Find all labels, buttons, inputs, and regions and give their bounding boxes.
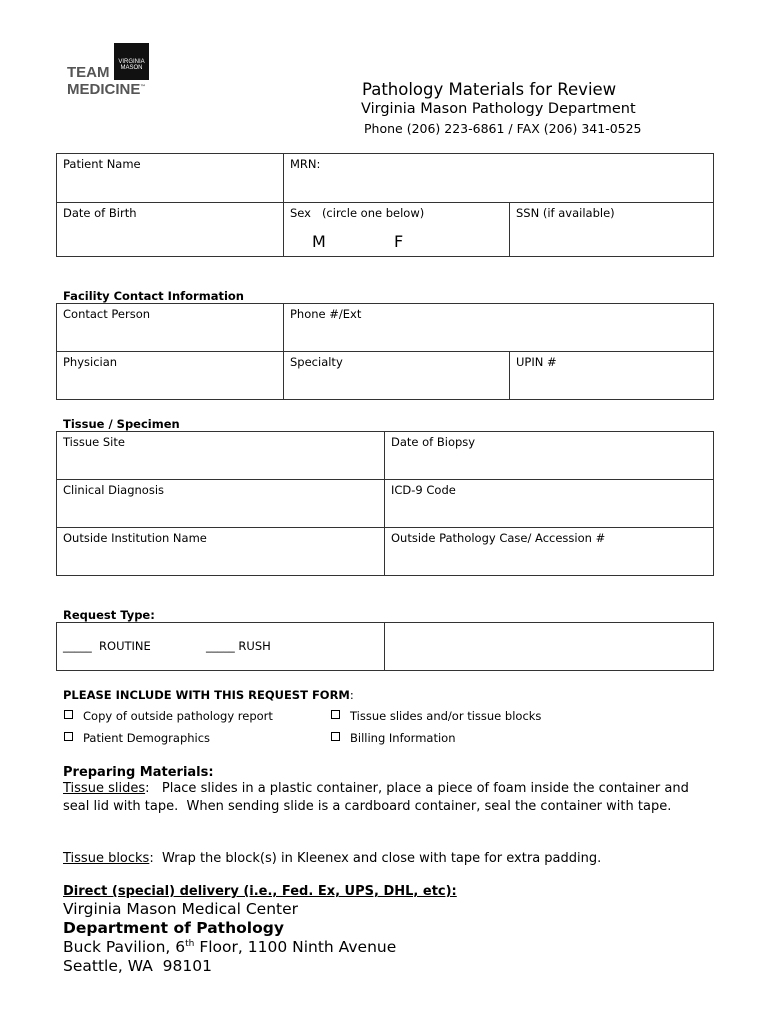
- address-line-4: Seattle, WA 98101: [63, 957, 212, 975]
- virginia-mason-logo-box: [114, 43, 149, 80]
- contact-person-field[interactable]: [57, 304, 284, 352]
- request-type-blank-field[interactable]: [385, 623, 714, 671]
- department-name: Virginia Mason Pathology Department: [361, 101, 636, 117]
- include-item-demographics[interactable]: [64, 731, 210, 745]
- tissue-blocks-label: Tissue blocks: [63, 851, 150, 866]
- tissue-slides-label: Tissue slides: [63, 781, 146, 796]
- tissue-blocks-instructions: [63, 850, 713, 868]
- mrn-label: MRN:: [290, 157, 321, 171]
- contact-person-label: Contact Person: [63, 307, 151, 321]
- outside-institution-field[interactable]: [57, 528, 385, 576]
- include-title: [63, 688, 354, 702]
- sex-options: [290, 232, 503, 251]
- tissue-site-field[interactable]: [57, 432, 385, 480]
- address-line-2: Department of Pathology: [63, 919, 284, 937]
- include-item-label: Billing Information: [350, 731, 456, 745]
- accession-number-field[interactable]: [385, 528, 714, 576]
- delivery-title: Direct (special) delivery (i.e., Fed. Ex, UPS, DHL, etc):: [63, 884, 457, 899]
- include-item-label: Tissue slides and/or tissue blocks: [350, 709, 542, 723]
- preparing-materials-title: Preparing Materials:: [63, 765, 214, 780]
- logo-box-line2: MASON: [120, 65, 143, 71]
- request-type-options: [57, 623, 385, 671]
- dob-field[interactable]: [57, 203, 284, 257]
- logo-box-line1: VIRGINIA: [118, 59, 145, 65]
- rush-option[interactable]: _____ RUSH: [206, 639, 271, 653]
- logo-medicine-word: MEDICINE: [67, 81, 141, 98]
- include-item-report[interactable]: [64, 709, 273, 723]
- request-type-table: [56, 622, 714, 671]
- address-line-3-pre: Buck Pavilion, 6: [63, 938, 186, 956]
- sex-option-m[interactable]: M: [312, 232, 326, 251]
- upin-label: UPIN #: [516, 355, 557, 369]
- include-item-label: Patient Demographics: [83, 731, 211, 745]
- clinical-diagnosis-label: Clinical Diagnosis: [63, 483, 165, 497]
- ssn-label: SSN (if available): [516, 206, 615, 220]
- physician-label: Physician: [63, 355, 118, 369]
- checkbox-icon[interactable]: [331, 732, 340, 741]
- include-title-colon: :: [349, 688, 354, 702]
- sex-option-f[interactable]: F: [394, 232, 404, 251]
- logo-team-text: TEAM: [67, 64, 110, 81]
- include-item-billing[interactable]: [331, 731, 455, 745]
- physician-field[interactable]: [57, 352, 284, 400]
- ssn-field[interactable]: [510, 203, 714, 257]
- sex-label: Sex (circle one below): [290, 206, 425, 220]
- request-type-title: Request Type:: [63, 608, 155, 622]
- dob-label: Date of Birth: [63, 206, 137, 220]
- address-line-3-post: Floor, 1100 Ninth Avenue: [194, 938, 397, 956]
- biopsy-date-label: Date of Biopsy: [391, 435, 476, 449]
- icd9-code-field[interactable]: [385, 480, 714, 528]
- tissue-section-title: Tissue / Specimen: [63, 417, 180, 431]
- mrn-field[interactable]: [284, 154, 714, 203]
- patient-name-label: Patient Name: [63, 157, 141, 171]
- tissue-blocks-text: : Wrap the block(s) in Kleenex and close with tape for extra padding.: [149, 851, 602, 866]
- icd9-code-label: ICD-9 Code: [391, 483, 456, 497]
- tissue-slides-instructions: [63, 780, 713, 815]
- checkbox-icon[interactable]: [64, 710, 73, 719]
- specialty-field[interactable]: [284, 352, 510, 400]
- include-item-slides[interactable]: [331, 709, 541, 723]
- phone-ext-label: Phone #/Ext: [290, 307, 362, 321]
- address-line-3-sup: th: [185, 938, 195, 949]
- tissue-site-label: Tissue Site: [63, 435, 125, 449]
- tissue-slides-text: : Place slides in a plastic container, place a piece of foam inside the container and seal lid with tape. When sending slide is a cardboard container, seal the container with tape.: [63, 781, 693, 814]
- contact-phone: Phone (206) 223-6861 / FAX (206) 341-0525: [364, 121, 642, 136]
- phone-ext-field[interactable]: [284, 304, 714, 352]
- biopsy-date-field[interactable]: [385, 432, 714, 480]
- tissue-info-table: [56, 431, 714, 576]
- page-title: Pathology Materials for Review: [362, 80, 617, 99]
- specialty-label: Specialty: [290, 355, 343, 369]
- patient-name-field[interactable]: [57, 154, 284, 203]
- address-line-1: Virginia Mason Medical Center: [63, 900, 299, 918]
- logo-trademark: ™: [140, 84, 146, 90]
- accession-number-label: Outside Pathology Case/ Accession #: [391, 531, 606, 545]
- include-title-text: PLEASE INCLUDE WITH THIS REQUEST FORM: [63, 688, 350, 702]
- facility-section-title: Facility Contact Information: [63, 289, 244, 303]
- patient-info-table: [56, 153, 714, 257]
- checkbox-icon[interactable]: [331, 710, 340, 719]
- clinical-diagnosis-field[interactable]: [57, 480, 385, 528]
- sex-field[interactable]: [284, 203, 510, 257]
- include-item-label: Copy of outside pathology report: [83, 709, 273, 723]
- facility-info-table: [56, 303, 714, 400]
- routine-option[interactable]: _____ ROUTINE: [63, 639, 151, 653]
- outside-institution-label: Outside Institution Name: [63, 531, 207, 545]
- checkbox-icon[interactable]: [64, 732, 73, 741]
- logo-medicine-text: [67, 80, 145, 97]
- upin-field[interactable]: [510, 352, 714, 400]
- address-line-3: [63, 938, 396, 956]
